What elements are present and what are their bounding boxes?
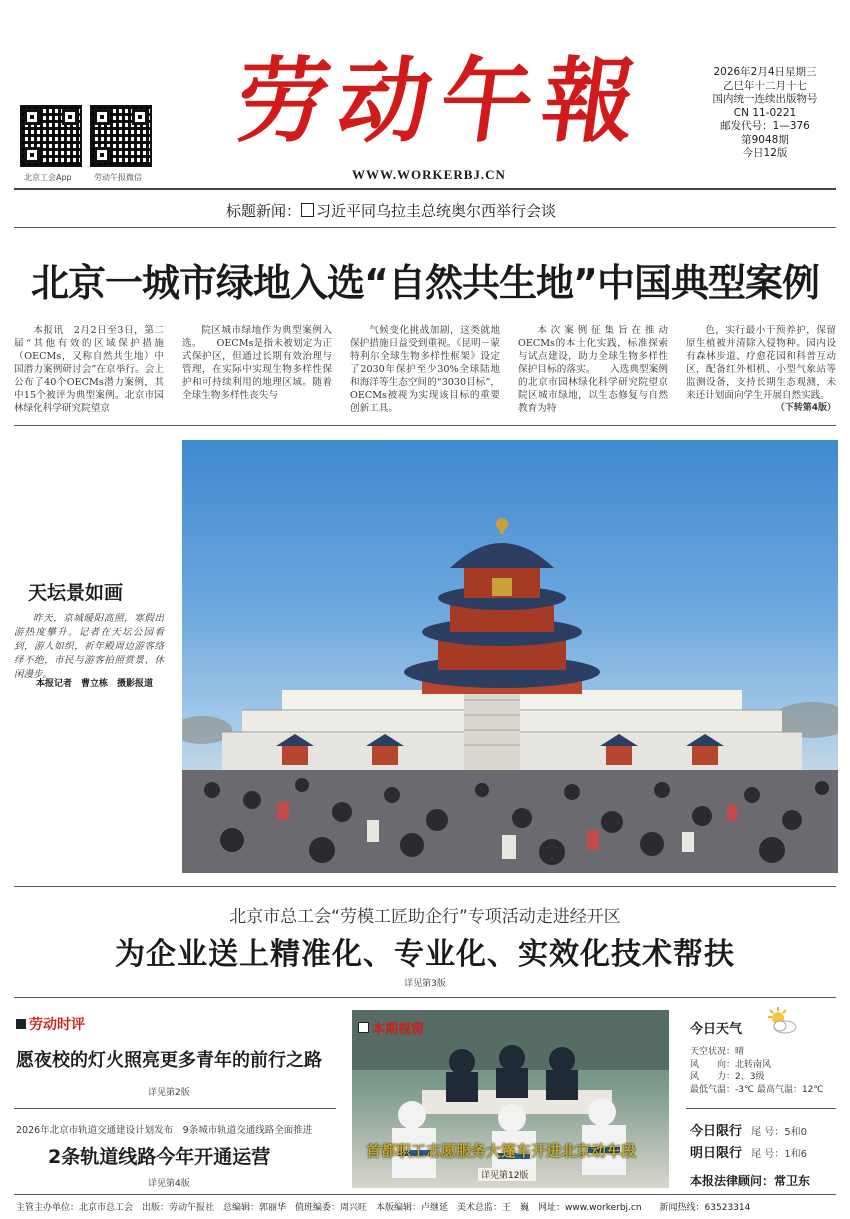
commentary-section: 劳动时评 bbox=[16, 1014, 85, 1034]
traffic-today-value: 尾 号：5和0 bbox=[751, 1127, 808, 1138]
section-marker-icon bbox=[16, 1019, 26, 1029]
weather-temperature: 最低气温：-3℃ 最高气温：12℃ bbox=[690, 1084, 824, 1095]
lead-divider bbox=[14, 425, 836, 426]
photo-credit: 本报记者 曹立栋 摄影报道 bbox=[36, 679, 154, 689]
weather-wind-direction: 风 向：北转南风 bbox=[690, 1059, 772, 1070]
brief-divider bbox=[14, 227, 836, 228]
issue-postal-code: 邮发代号：1—376 bbox=[720, 120, 810, 132]
lead-column-5: 色，实行最小干预养护，保留原生植被并清除入侵物种。园内设有森林步道、疗愈花园和科普互动区，配备红外相机、小型气象站等监测设备，支持长期生态观测，未来还计划面向学生开展自然实践。 （下转第4版） bbox=[686, 325, 836, 413]
temple-illustration bbox=[182, 440, 838, 873]
second-story-ref[interactable]: 详见第3版 bbox=[404, 979, 446, 989]
section-marker-icon bbox=[358, 1022, 369, 1033]
brief-text: 习近平同乌拉圭总统奥尔西举行会谈 bbox=[316, 202, 557, 220]
masthead-logo: 劳动午報 bbox=[229, 47, 653, 155]
temple-of-heaven-photo[interactable] bbox=[182, 440, 838, 873]
sun-cloud-icon bbox=[764, 1006, 798, 1036]
issue-date: 2026年2月4日星期三 bbox=[713, 66, 817, 78]
transit-headline[interactable]: 2条轨道线路今年开通运营 bbox=[48, 1146, 271, 1168]
lead-column-1: 本报讯 2月2日至3日，第二届“其他有效的区域保护措施（OECMs，又称自然共生地）中国潜力案例研讨会”在京举行。会上公布了40个OECMs潜力案例，其中15个被评为典型案例。北京市园林绿化科学研究院望京 bbox=[14, 325, 164, 414]
issue-cn-number: CN 11-0221 bbox=[733, 106, 797, 119]
second-story-divider bbox=[14, 997, 836, 998]
traffic-today-label: 今日限行 bbox=[690, 1124, 743, 1139]
window-caption: 首都职工志愿服务大篷车开进北京动车段 bbox=[366, 1142, 637, 1160]
checkbox-icon bbox=[301, 203, 314, 217]
masthead-website[interactable]: WWW.WORKERBJ.CN bbox=[352, 167, 506, 182]
commentary-divider bbox=[14, 1108, 336, 1109]
commentary-ref[interactable]: 详见第2版 bbox=[148, 1088, 190, 1098]
qr-code-wechat[interactable] bbox=[90, 105, 152, 167]
window-section: 本期视窗 bbox=[358, 1018, 424, 1037]
transit-ref[interactable]: 详见第4版 bbox=[148, 1179, 190, 1189]
lead-column-4: 本次案例征集旨在推动OECMs的本土化实践，标准探索与试点建设，助力全球生物多样性保护目标的落实。 入选典型案例的北京市园林绿化科学研究院望京院区城市绿地，以生态修复与自然教育为特 bbox=[518, 325, 668, 414]
footer-divider bbox=[14, 1194, 836, 1195]
issue-lunar-date: 乙巳年十二月十七 bbox=[723, 79, 807, 92]
brief-label: 标题新闻： bbox=[226, 202, 302, 220]
footer-credits: 主管主办单位：北京市总工会 出版：劳动午报社 总编辑：郭丽华 值班编委：周兴旺 本版编辑：卢继延 美术总监：王 巍 网址：www.workerbj.cn 新闻热线：63523314 bbox=[16, 1203, 751, 1213]
issue-info bbox=[700, 66, 830, 161]
photo-title: 天坛景如画 bbox=[28, 582, 124, 604]
traffic-today bbox=[690, 1120, 807, 1139]
weather-divider bbox=[686, 1108, 836, 1109]
traffic-tomorrow-label: 明日限行 bbox=[690, 1146, 743, 1161]
weather-wind-force: 风 力：2、3级 bbox=[690, 1072, 765, 1082]
weather-details bbox=[690, 1046, 824, 1096]
lead-headline[interactable]: 北京一城市绿地入选“自然共生地”中国典型案例 bbox=[31, 261, 819, 305]
weather-sky: 天空状况：晴 bbox=[690, 1047, 745, 1057]
window-photo[interactable] bbox=[352, 1010, 669, 1188]
masthead-divider bbox=[14, 188, 836, 190]
transit-subhead: 2026年北京市轨道交通建设计划发布 9条城市轨道交通线路全面推进 bbox=[16, 1125, 313, 1136]
lead-continued[interactable]: （下转第4版） bbox=[775, 403, 836, 413]
traffic-tomorrow bbox=[690, 1142, 807, 1161]
lead-column-3: 气候变化挑战加剧，这类就地保护措施日益受到重视。《昆明－蒙特利尔全球生物多样性框架》设定了2030年保护至少30%全球陆地和海洋等生态空间的“3030目标”，OECMs被视为实现该目标的重要创新工具。 bbox=[350, 325, 500, 414]
qr-code-app[interactable] bbox=[20, 105, 82, 167]
photo-divider bbox=[14, 886, 836, 887]
second-story-headline[interactable]: 为企业送上精准化、专业化、实效化技术帮扶 bbox=[115, 937, 735, 972]
issue-page-count: 今日12版 bbox=[742, 147, 788, 159]
lead-column-2: 院区城市绿地作为典型案例入选。 OECMs是指未被划定为正式保护区，但通过长期有效治理与管理，在实际中实现生物多样性保护和可持续利用的地理区域。随着全球生物多样性丧失与 bbox=[182, 325, 332, 401]
window-ref[interactable]: 详见第12版 bbox=[478, 1168, 531, 1181]
weather-title: 今日天气 bbox=[690, 1022, 743, 1037]
qr-label-app: 北京工会App bbox=[24, 173, 72, 182]
issue-serial-label: 国内统一连续出版物号 bbox=[712, 93, 818, 105]
traffic-tomorrow-value: 尾 号：1和6 bbox=[751, 1149, 808, 1160]
issue-number: 第9048期 bbox=[741, 133, 789, 146]
photo-caption: 昨天，京城暖阳高照，寒假出游热度攀升。记者在天坛公园看到，游人如织，祈年殿周边游客络绎不绝，市民与游客拍照赏景、休闲漫步。 bbox=[14, 613, 164, 680]
qr-label-wechat: 劳动午报微信 bbox=[94, 173, 142, 182]
second-story-subhead: 北京市总工会“劳模工匠助企行”专项活动走进经开区 bbox=[229, 907, 621, 927]
brief-news[interactable] bbox=[226, 200, 556, 221]
legal-advisor: 本报法律顾问：常卫东 bbox=[690, 1174, 811, 1188]
commentary-headline[interactable]: 愿夜校的灯火照亮更多青年的前行之路 bbox=[16, 1050, 322, 1071]
